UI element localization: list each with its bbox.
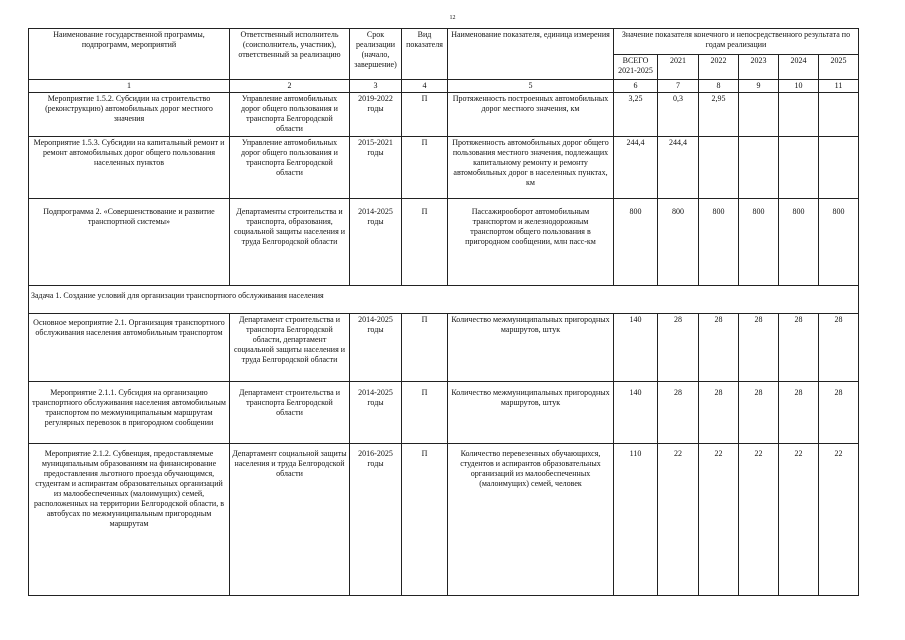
header-year-2021: 2021: [658, 55, 699, 80]
value-total: 3,25: [614, 93, 658, 137]
column-number: 4: [402, 80, 448, 93]
value-2024: 28: [779, 314, 819, 382]
column-number: 10: [779, 80, 819, 93]
measure-executor: Управление автомобильных дорог общего пользования и транспорта Белгородской области: [230, 93, 350, 137]
value-2024: [779, 137, 819, 199]
column-number: 3: [350, 80, 402, 93]
measure-kind: П: [402, 382, 448, 444]
header-year-2024: 2024: [779, 55, 819, 80]
indicators-table: [28, 28, 859, 596]
measure-term: 2015-2021 годы: [350, 137, 402, 199]
table-row: [29, 444, 859, 596]
subprogram-executor: Департаменты строительства и транспорта, образования, социальной защиты населения и труда Белгородской области: [230, 199, 350, 286]
value-2022: 22: [699, 444, 739, 596]
header-year-2022: 2022: [699, 55, 739, 80]
value-2022: [699, 137, 739, 199]
table-row: [29, 314, 859, 382]
value-total: 140: [614, 314, 658, 382]
value-2025: [819, 137, 859, 199]
table-row: [29, 93, 859, 137]
value-2023: 28: [739, 382, 779, 444]
value-2023: [739, 137, 779, 199]
value-2023: [739, 93, 779, 137]
measure-term: 2014-2025 годы: [350, 314, 402, 382]
value-2024: 22: [779, 444, 819, 596]
measure-indicator: Протяженность построенных автомобильных дорог местного значения, км: [448, 93, 614, 137]
header-indicator: Наименование показателя, единица измерения: [448, 29, 614, 80]
value-2022: 2,95: [699, 93, 739, 137]
task-title: Задача 1. Создание условий для организации транспортного обслуживания населения: [29, 286, 859, 314]
value-2025: [819, 93, 859, 137]
column-number: 1: [29, 80, 230, 93]
value-2024: [779, 93, 819, 137]
header-year-2023: 2023: [739, 55, 779, 80]
value-2025: 28: [819, 382, 859, 444]
value-2022: 28: [699, 382, 739, 444]
column-number: 9: [739, 80, 779, 93]
measure-name: Основное мероприятие 2.1. Организация транспортного обслуживания населения автомобильным транспортом: [29, 314, 230, 382]
measure-term: 2019-2022 годы: [350, 93, 402, 137]
measure-name: Мероприятие 1.5.3. Субсидии на капитальный ремонт и ремонт автомобильных дорог общего пользования населенных пунктов: [29, 137, 230, 199]
subprogram-term: 2014-2025 годы: [350, 199, 402, 286]
measure-kind: П: [402, 137, 448, 199]
measure-indicator: Количество межмуниципальных пригородных маршрутов, штук: [448, 382, 614, 444]
value-total: 140: [614, 382, 658, 444]
measure-kind: П: [402, 314, 448, 382]
value-2022: 800: [699, 199, 739, 286]
table-row: [29, 382, 859, 444]
value-2021: 800: [658, 199, 699, 286]
value-total: 244,4: [614, 137, 658, 199]
subprogram-indicator: Пассажирооборот автомобильным транспортом и железнодорожным транспортом общего пользования в пригородном сообщении, млн пасс-км: [448, 199, 614, 286]
measure-executor: Департамент строительства и транспорта Белгородской области: [230, 382, 350, 444]
measure-term: 2016-2025 годы: [350, 444, 402, 596]
measure-kind: П: [402, 93, 448, 137]
page-number: 12: [449, 15, 456, 21]
value-2024: 28: [779, 382, 819, 444]
column-number: 6: [614, 80, 658, 93]
value-2022: 28: [699, 314, 739, 382]
task-row: [29, 286, 859, 314]
value-2025: 28: [819, 314, 859, 382]
measure-indicator: Протяженность автомобильных дорог общего пользования местного значения, подлежащих капитальному ремонту и ремонту автомобильных дорог в населенных пунктах, км: [448, 137, 614, 199]
measure-name: Мероприятие 1.5.2. Субсидии на строительство (реконструкцию) автомобильных дорог местного значения: [29, 93, 230, 137]
value-2021: 244,4: [658, 137, 699, 199]
column-number: 7: [658, 80, 699, 93]
measure-executor: Управление автомобильных дорог общего пользования и транспорта Белгородской области: [230, 137, 350, 199]
value-2025: 22: [819, 444, 859, 596]
column-number: 2: [230, 80, 350, 93]
value-2021: 28: [658, 314, 699, 382]
measure-name: Мероприятие 2.1.2. Субвенция, предоставляемые муниципальным образованиям на финансирование предоставления льготного проезда обучающимся, студентам и аспирантам образовательных организаций из малообеспеченных (малоимущих) семей, расположенных на территории Белгородской области, в автобусах по межмуниципальным пригородным маршрутам: [29, 444, 230, 596]
value-2023: 28: [739, 314, 779, 382]
value-2023: 800: [739, 199, 779, 286]
subprogram-name: Подпрограмма 2. «Совершенствование и развитие транспортной системы»: [29, 199, 230, 286]
value-2024: 800: [779, 199, 819, 286]
value-total: 110: [614, 444, 658, 596]
header-program-name: Наименование государственной программы, подпрограмм, мероприятий: [29, 29, 230, 80]
subprogram-kind: П: [402, 199, 448, 286]
measure-name: Мероприятие 2.1.1. Субсидия на организацию транспортного обслуживания населения автомобильным транспортом по межмуниципальным маршрутам регулярных перевозок в пригородном сообщении: [29, 382, 230, 444]
measure-kind: П: [402, 444, 448, 596]
header-year-2025: 2025: [819, 55, 859, 80]
measure-executor: Департамент социальной защиты населения и труда Белгородской области: [230, 444, 350, 596]
measure-indicator: Количество перевезенных обучающихся, студентов и аспирантов образовательных организаций из малообеспеченных (малоимущих) семей, человек: [448, 444, 614, 596]
value-2023: 22: [739, 444, 779, 596]
header-term: Срок реализации (начало, завершение): [350, 29, 402, 80]
header-year-total: ВСЕГО 2021-2025: [614, 55, 658, 80]
value-2025: 800: [819, 199, 859, 286]
column-number: 5: [448, 80, 614, 93]
table-row: [29, 137, 859, 199]
table-row: [29, 199, 859, 286]
value-total: 800: [614, 199, 658, 286]
value-2021: 28: [658, 382, 699, 444]
measure-indicator: Количество межмуниципальных пригородных маршрутов, штук: [448, 314, 614, 382]
value-2021: 22: [658, 444, 699, 596]
header-kind: Вид показателя: [402, 29, 448, 80]
measure-executor: Департамент строительства и транспорта Белгородской области, департамент социальной защиты населения и труда Белгородской области: [230, 314, 350, 382]
column-number: 8: [699, 80, 739, 93]
header-values-group: Значение показателя конечного и непосредственного результата по годам реализации: [614, 29, 859, 55]
value-2021: 0,3: [658, 93, 699, 137]
column-number: 11: [819, 80, 859, 93]
header-executor: Ответственный исполнитель (соисполнитель, участник), ответственный за реализацию: [230, 29, 350, 80]
measure-term: 2014-2025 годы: [350, 382, 402, 444]
